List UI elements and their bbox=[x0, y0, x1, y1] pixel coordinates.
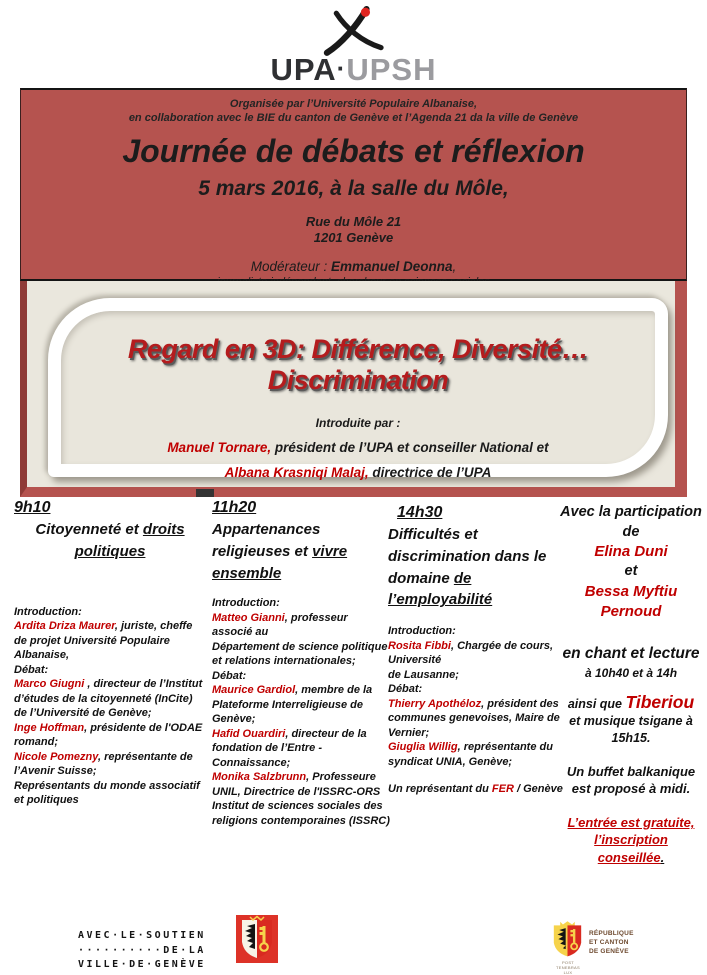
body-paragraph bbox=[388, 668, 566, 683]
participation-paragraph bbox=[560, 622, 702, 644]
text-segment: , membre de la Plateforme Interreligieuse de Genève; bbox=[212, 684, 373, 726]
canton-motto: POST TENEBRAS LUX bbox=[556, 960, 580, 975]
highlighted-text: Elina Duni bbox=[594, 543, 668, 561]
highlighted-text: Ardita Driza Maurer bbox=[14, 620, 115, 633]
highlighted-text: Nicole Pomezny bbox=[14, 750, 98, 763]
text-segment: Un buffet balkanique est proposé à midi. bbox=[566, 763, 696, 797]
text-segment: et politiques bbox=[14, 794, 79, 807]
participation-paragraph bbox=[560, 763, 702, 798]
hero-introducer-2 bbox=[61, 465, 655, 480]
hero-frame bbox=[48, 298, 668, 480]
text-segment: et bbox=[624, 563, 638, 580]
ville-de-geneve-support-text bbox=[78, 929, 206, 973]
body-paragraph bbox=[388, 624, 566, 639]
highlighted-text: FER bbox=[491, 783, 517, 796]
participation-paragraph bbox=[560, 503, 702, 542]
introducer-name: Manuel Tornare, bbox=[167, 440, 272, 455]
participation-paragraph bbox=[560, 542, 702, 562]
highlighted-text: Inge Hoffman bbox=[14, 721, 85, 734]
venue-street: Rue du Môle 21 bbox=[305, 213, 402, 229]
org-line2-bie: BIE bbox=[256, 112, 275, 125]
logo-upsh: UPSH bbox=[346, 52, 437, 87]
body-paragraph bbox=[14, 605, 206, 620]
hero-intro-label: Introduite par : bbox=[315, 416, 401, 430]
organizer-line-1: Organisée par l’Université Populaire Albanaise, bbox=[229, 98, 478, 110]
participation-paragraph bbox=[560, 562, 702, 582]
body-paragraph bbox=[388, 639, 566, 668]
body-paragraph bbox=[388, 769, 566, 782]
program-section bbox=[0, 497, 707, 902]
participation-paragraph bbox=[560, 814, 702, 867]
text-segment: Débat: bbox=[14, 663, 49, 676]
body-paragraph bbox=[388, 697, 566, 741]
introducer-name: Albana Krasniqi Malaj, bbox=[224, 465, 369, 480]
text-segment: de Lausanne; bbox=[388, 668, 459, 681]
participation-paragraph bbox=[560, 666, 702, 682]
session-column-11h20 bbox=[212, 499, 390, 829]
text-segment: Citoyenneté et bbox=[35, 521, 143, 538]
text-segment: et musique tsigane à 15h15. bbox=[569, 714, 693, 745]
text-line: DE GENÈVE bbox=[589, 947, 629, 955]
text-segment: . bbox=[660, 849, 665, 865]
org-line2-text: du canton de Genève et bbox=[274, 112, 406, 125]
text-segment: Département de science politique et relations internationales; bbox=[212, 640, 388, 668]
canton-name-text bbox=[589, 930, 634, 956]
text-segment: en chant et lecture bbox=[562, 645, 700, 663]
session-body bbox=[388, 624, 566, 797]
text-segment: ainsi que bbox=[567, 697, 626, 712]
text-segment: vivre ensemble bbox=[212, 542, 348, 582]
text-line: VILLE·DE·GENÈVE bbox=[78, 959, 206, 970]
highlighted-text: L’entrée est gratuite, l’inscription conseillée bbox=[567, 814, 695, 865]
text-segment: / Genève bbox=[516, 783, 563, 796]
participation-paragraph bbox=[560, 747, 702, 763]
text-line: RÉPUBLIQUE bbox=[589, 930, 634, 937]
session-title bbox=[388, 524, 566, 611]
body-paragraph bbox=[388, 782, 566, 797]
text-segment: , juriste, cheffe de projet Université Populaire Albanaise, bbox=[14, 620, 193, 662]
text-segment: , représentante de l’Avenir Suisse; bbox=[14, 750, 193, 778]
event-date-venue: 5 mars 2016, à la salle du Môle, bbox=[198, 176, 509, 200]
participation-paragraph bbox=[560, 713, 702, 747]
text-segment: Institut de sciences sociales des religions contemporaines (ISSRC) bbox=[212, 800, 390, 827]
session-time: 14h30 bbox=[397, 504, 443, 521]
text-segment: Débat: bbox=[212, 669, 247, 682]
participation-paragraph bbox=[560, 582, 702, 623]
highlighted-text: Maurice Gardiol bbox=[212, 684, 296, 697]
text-segment: , Professeure UNIL, Directrice de l'ISSRC-ORS bbox=[212, 771, 381, 798]
text-segment: Un représentant du bbox=[388, 783, 492, 796]
logo-upa: UPA bbox=[270, 52, 337, 87]
text-segment: Introduction: bbox=[14, 605, 82, 618]
highlighted-text: Matteo Gianni bbox=[212, 611, 285, 624]
text-segment: de l’employabilité bbox=[388, 569, 493, 609]
text-segment: , présidente de l'ODAE romand; bbox=[14, 721, 203, 749]
highlighted-text: Giuglia Willig bbox=[388, 741, 458, 754]
organizer-line-2 bbox=[21, 111, 686, 125]
text-segment: Représentants du monde associatif bbox=[14, 779, 200, 792]
text-segment: , directeur de l’Institut d’études de la citoyenneté (InCite) de l’Université de Genève; bbox=[14, 678, 203, 720]
body-paragraph bbox=[212, 770, 390, 799]
session-body bbox=[212, 596, 390, 828]
highlighted-text: Marco Giugni bbox=[14, 678, 88, 691]
event-title: Journée de débats et réflexion bbox=[122, 132, 585, 169]
highlighted-text: Thierry Apothéloz bbox=[388, 697, 482, 710]
highlighted-text: Monika Salzbrunn bbox=[212, 771, 307, 784]
text-line: AVEC·LE·SOUTIEN bbox=[78, 930, 206, 941]
org-line2-agenda21: l’Agenda 21 bbox=[405, 112, 467, 125]
moderator-label: Modérateur : bbox=[250, 259, 331, 275]
body-paragraph bbox=[388, 682, 566, 697]
introducer-role: directrice de l’UPA bbox=[368, 465, 492, 480]
geneva-arms-icon bbox=[236, 915, 278, 963]
text-line: ··········DE·LA bbox=[78, 944, 206, 956]
hero-title: Regard en 3D: Différence, Diversité…Discrimination bbox=[127, 334, 589, 395]
moderator-name: Emmanuel Deonna bbox=[331, 259, 453, 275]
highlighted-text: Tiberiou bbox=[625, 692, 695, 713]
text-segment: Introduction: bbox=[388, 625, 456, 637]
text-segment: Introduction: bbox=[212, 597, 280, 610]
participation-paragraph bbox=[560, 694, 702, 713]
org-line2-text: en collaboration avec le bbox=[128, 112, 257, 125]
body-paragraph bbox=[14, 779, 206, 794]
body-paragraph bbox=[14, 619, 206, 663]
logo-wordmark bbox=[0, 54, 707, 85]
session-time: 11h20 bbox=[212, 499, 257, 516]
org-line2-text: da la ville de Genève bbox=[466, 112, 579, 125]
hero-introducer-1 bbox=[61, 440, 655, 455]
text-segment: Difficultés et discrimination dans le domaine bbox=[388, 526, 547, 587]
body-paragraph bbox=[212, 596, 390, 611]
geneva-arms-icon bbox=[552, 921, 583, 959]
participation-paragraph bbox=[560, 798, 702, 814]
body-paragraph bbox=[14, 793, 206, 808]
body-paragraph bbox=[14, 750, 206, 779]
moderator-line bbox=[21, 259, 686, 274]
text-segment: Débat: bbox=[388, 683, 423, 696]
text-segment: à 10h40 et à 14h bbox=[584, 665, 678, 680]
text-line: ET CANTON bbox=[589, 938, 629, 946]
body-paragraph bbox=[14, 677, 206, 721]
session-title bbox=[14, 519, 206, 563]
text-segment: Avec la participation de bbox=[560, 504, 702, 540]
highlighted-text: Rosita Fibbi bbox=[388, 639, 451, 652]
text-segment: droits politiques bbox=[74, 521, 185, 560]
body-paragraph bbox=[212, 683, 390, 727]
body-paragraph bbox=[212, 611, 390, 640]
text-segment: , président des communes genevoises, Maire de Vernier; bbox=[388, 697, 560, 739]
session-body bbox=[14, 605, 206, 808]
session-column-14h30 bbox=[388, 504, 566, 797]
body-paragraph bbox=[14, 721, 206, 750]
introducer-role: président de l’UPA et conseiller National et bbox=[271, 440, 549, 455]
body-paragraph bbox=[212, 669, 390, 684]
participation-column bbox=[560, 503, 702, 867]
text-segment: Appartenances religieuses et bbox=[212, 521, 321, 560]
body-paragraph bbox=[14, 663, 206, 678]
event-banner bbox=[20, 88, 687, 281]
participation-paragraph bbox=[560, 644, 702, 664]
body-paragraph bbox=[212, 727, 390, 771]
session-title bbox=[212, 519, 390, 584]
session-time: 9h10 bbox=[14, 499, 51, 516]
body-paragraph bbox=[388, 740, 566, 769]
text-segment: , représentante du syndicat UNIA, Genève; bbox=[388, 741, 553, 768]
highlighted-text: Bessa Myftiu Pernoud bbox=[584, 582, 678, 621]
body-paragraph bbox=[212, 640, 390, 669]
upa-figure-icon bbox=[322, 6, 386, 58]
moderator-comma: , bbox=[452, 259, 457, 275]
text-segment: , professeur associé au bbox=[212, 611, 348, 639]
highlighted-text: Hafid Ouardiri bbox=[212, 727, 286, 740]
text-segment: , directeur de la fondation de l’Entre - Connaissance; bbox=[212, 727, 367, 769]
session-column-9h10 bbox=[14, 499, 206, 808]
venue-city: 1201 Genève bbox=[313, 229, 394, 245]
text-segment: , Chargée de cours, Université bbox=[388, 639, 554, 667]
body-paragraph bbox=[212, 799, 390, 828]
upa-upsh-logo bbox=[0, 6, 707, 85]
hero-panel bbox=[20, 281, 687, 497]
logo-separator: · bbox=[336, 53, 347, 83]
